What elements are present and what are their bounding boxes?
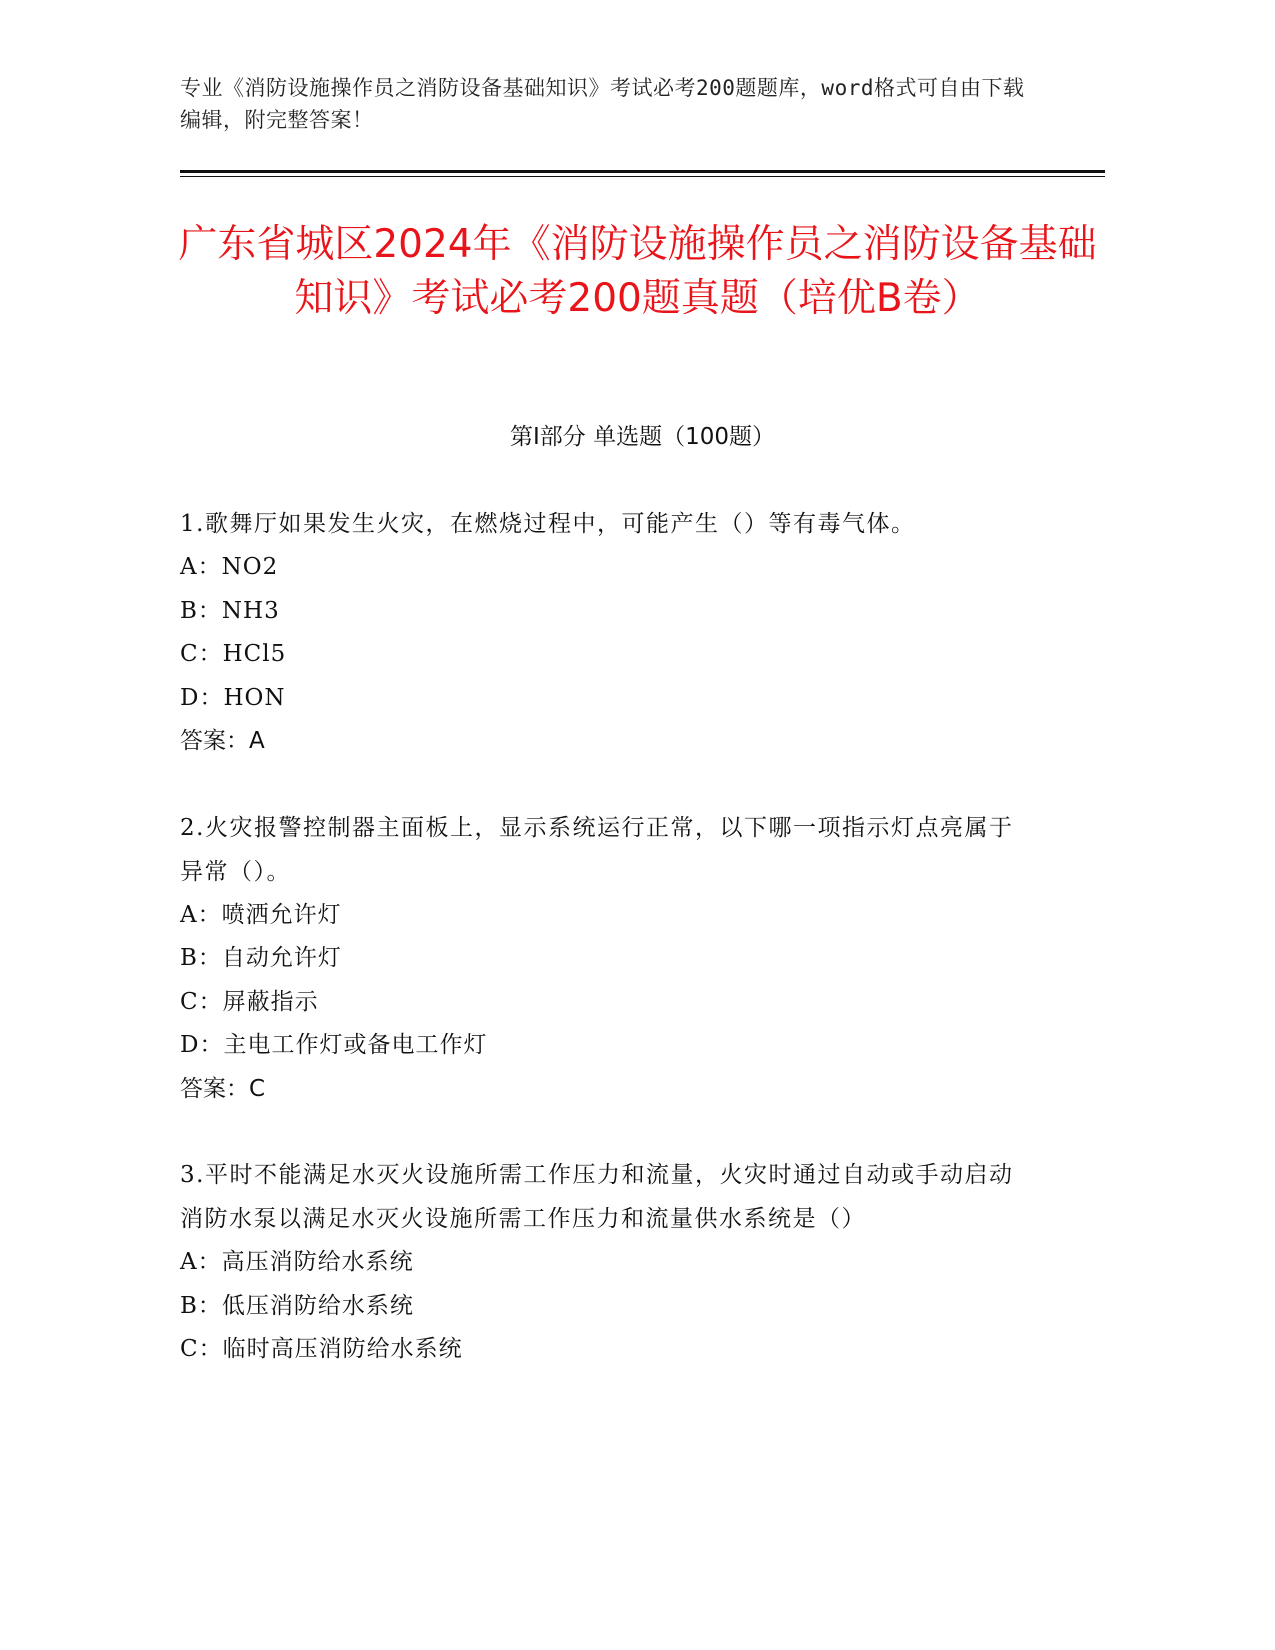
option-b: B：自动允许灯	[180, 945, 342, 971]
option-d: D：主电工作灯或备电工作灯	[180, 1032, 488, 1058]
option-c: C：HCl5	[180, 641, 287, 667]
option-a: A：高压消防给水系统	[180, 1249, 414, 1275]
question-stem: 2.火灾报警控制器主面板上，显示系统运行正常，以下哪一项指示灯点亮属于异常（）。	[180, 814, 1014, 885]
answer: 答案：C	[180, 1075, 266, 1102]
section-title: 第Ⅰ部分 单选题（100题）	[510, 424, 775, 450]
option-a: A：NO2	[180, 554, 279, 580]
header-rule-thin	[180, 176, 1105, 177]
question-1	[180, 502, 1020, 764]
header-note: 专业《消防设施操作员之消防设备基础知识》考试必考200题题库，word格式可自由下载编辑，附完整答案！	[180, 76, 1025, 132]
answer: 答案：A	[180, 728, 265, 754]
question-2	[180, 806, 1020, 1112]
header-rule-thick	[180, 170, 1105, 173]
question-3	[180, 1153, 1020, 1372]
option-c: C：临时高压消防给水系统	[180, 1336, 463, 1362]
document-title: 广东省城区2024年《消防设施操作员之消防设备基础知识》考试必考200题真题（培优B卷）	[178, 222, 1097, 321]
question-list	[180, 502, 1020, 1414]
option-d: D：HON	[180, 684, 286, 711]
option-b: B：NH3	[180, 597, 280, 624]
option-c: C：屏蔽指示	[180, 988, 319, 1015]
option-a: A：喷洒允许灯	[180, 901, 342, 928]
question-stem: 1.歌舞厅如果发生火灾，在燃烧过程中，可能产生（）等有毒气体。	[180, 511, 916, 537]
question-stem: 3.平时不能满足水灭火设施所需工作压力和流量，火灾时通过自动或手动启动消防水泵以满足水灭火设施所需工作压力和流量供水系统是（）	[180, 1162, 1014, 1232]
option-b: B：低压消防给水系统	[180, 1292, 414, 1319]
